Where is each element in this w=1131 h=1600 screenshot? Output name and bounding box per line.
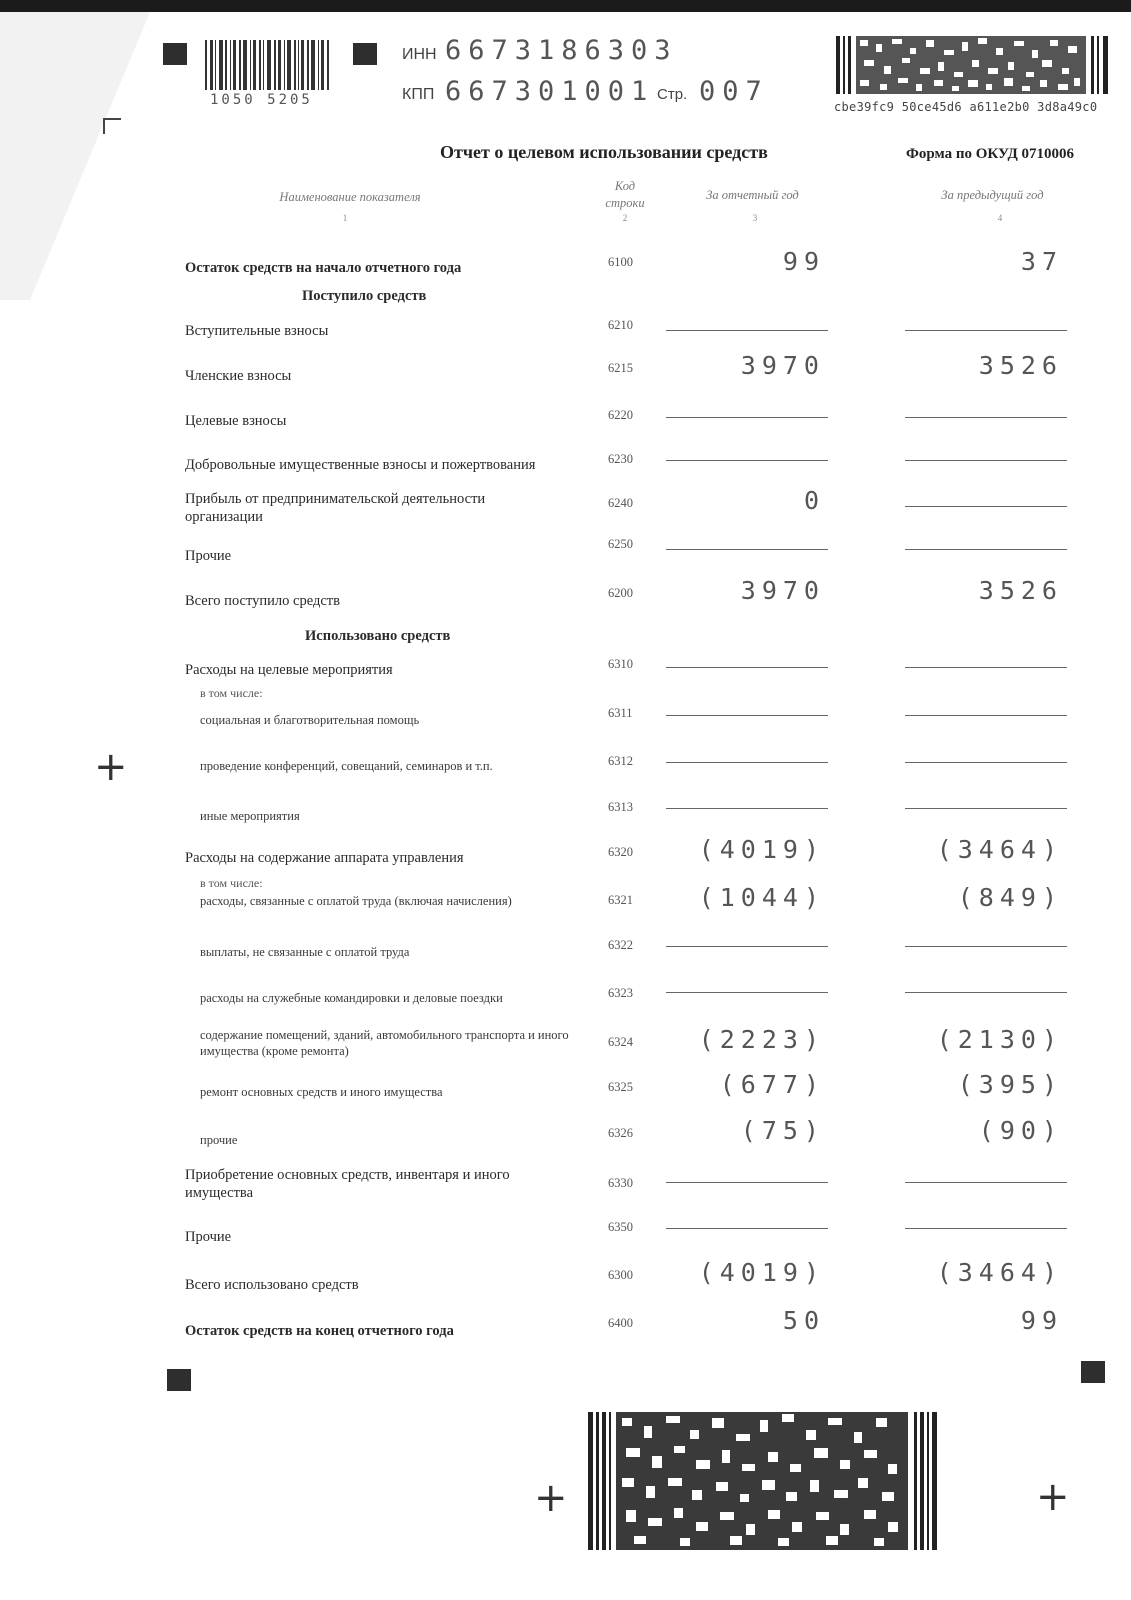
value-current: (1044): [698, 883, 825, 912]
row-label: Всего использовано средств: [185, 1277, 359, 1293]
corner-marker-top-left: [163, 43, 187, 65]
value-previous: (849): [957, 883, 1063, 912]
including-note: в том числе:: [200, 876, 263, 890]
row-label: Прибыль от предпринимательской деятельности организации: [185, 491, 486, 525]
corner-marker-bottom-right: [1081, 1361, 1105, 1383]
row-code: 6400: [608, 1316, 633, 1330]
row-code: 6310: [608, 657, 633, 671]
column-header-previous: За предыдущий год: [941, 188, 1044, 202]
empty-value-line: [666, 762, 828, 763]
row-code: 6215: [608, 361, 633, 375]
column-number-2: 2: [622, 213, 628, 223]
column-header-code: Код строки: [605, 179, 645, 210]
row-label: иные мероприятия: [200, 809, 300, 823]
empty-value-line: [905, 506, 1067, 507]
value-previous: 3526: [978, 351, 1063, 380]
empty-value-line: [905, 330, 1067, 331]
empty-value-line: [666, 808, 828, 809]
column-header-current: За отчетный год: [706, 188, 799, 202]
including-note: в том числе:: [200, 686, 263, 700]
row-code: 6322: [608, 938, 633, 952]
corner-tick-top-left: [103, 118, 121, 134]
row-label: Вступительные взносы: [185, 323, 329, 339]
value-previous: (395): [957, 1070, 1063, 1099]
page-number: 007: [699, 76, 769, 107]
row-label: Расходы на целевые мероприятия: [185, 662, 393, 678]
row-label: Добровольные имущественные взносы и пожертвования: [185, 457, 536, 473]
page-label: Стр.: [657, 86, 688, 103]
value-current: 50: [782, 1306, 825, 1335]
row-label: расходы, связанные с оплатой труда (включая начисления): [200, 894, 512, 908]
value-previous: 3526: [978, 576, 1063, 605]
row-code: 6220: [608, 408, 633, 422]
empty-value-line: [666, 330, 828, 331]
row-label: социальная и благотворительная помощь: [200, 713, 420, 727]
barcode-number: 1050 5205: [210, 92, 313, 108]
value-current: 3970: [740, 576, 825, 605]
linear-barcode: [205, 40, 330, 90]
value-previous: (3464): [936, 835, 1063, 864]
value-current: (677): [719, 1070, 825, 1099]
row-label: Прочие: [185, 548, 232, 564]
empty-value-line: [666, 460, 828, 461]
row-label: ремонт основных средств и иного имущества: [200, 1085, 443, 1099]
kpp-label: КПП: [402, 86, 435, 103]
empty-value-line: [905, 715, 1067, 716]
row-code: 6323: [608, 986, 633, 1000]
empty-value-line: [905, 808, 1067, 809]
row-label: выплаты, не связанные с оплатой труда: [200, 945, 410, 959]
registration-cross-bottom-left: +: [534, 1475, 568, 1521]
section-title-received: Поступило средств: [302, 288, 427, 304]
value-current: (4019): [698, 835, 825, 864]
inn-value: 6673186303: [445, 35, 678, 66]
empty-value-line: [905, 1182, 1067, 1183]
value-previous: (2130): [936, 1025, 1063, 1054]
row-label: расходы на служебные командировки и деловые поездки: [200, 991, 503, 1005]
row-label: Целевые взносы: [185, 413, 287, 429]
row-label: содержание помещений, зданий, автомобильного транспорта и иного имущества (кроме ремонта): [200, 1028, 569, 1058]
row-code: 6321: [608, 893, 633, 907]
value-previous: (90): [978, 1116, 1063, 1145]
row-code: 6325: [608, 1080, 633, 1094]
column-number-4: 4: [997, 213, 1003, 223]
empty-value-line: [905, 762, 1067, 763]
empty-value-line: [666, 667, 828, 668]
row-label: прочие: [200, 1133, 238, 1147]
value-current: 3970: [740, 351, 825, 380]
row-code: 6100: [608, 255, 633, 269]
row-code: 6330: [608, 1176, 633, 1190]
value-current: 0: [803, 486, 825, 515]
empty-value-line: [666, 992, 828, 993]
section-title-used: Использовано средств: [305, 628, 451, 644]
value-previous: (3464): [936, 1258, 1063, 1287]
empty-value-line: [905, 549, 1067, 550]
value-previous: 37: [1020, 247, 1063, 276]
row-code: 6200: [608, 586, 633, 600]
row-label: Прочие: [185, 1229, 232, 1245]
column-number-3: 3: [752, 213, 758, 223]
document-hash: cbe39fc9 50ce45d6 a611e2b0 3d8a49c0: [834, 100, 1098, 114]
value-current: (2223): [698, 1025, 825, 1054]
row-label: Приобретение основных средств, инвентаря и иного имущества: [185, 1167, 510, 1201]
kpp-value: 667301001: [445, 76, 655, 107]
empty-value-line: [905, 1228, 1067, 1229]
row-label: Остаток средств на начало отчетного года: [185, 260, 462, 276]
matrix-barcode-top: [836, 36, 1111, 94]
row-label: Расходы на содержание аппарата управления: [185, 850, 464, 866]
empty-value-line: [666, 1228, 828, 1229]
value-current: 99: [782, 247, 825, 276]
row-code: 6230: [608, 452, 633, 466]
column-header-indicator: Наименование показателя: [279, 190, 421, 204]
row-label: Всего поступило средств: [185, 593, 340, 609]
empty-value-line: [666, 417, 828, 418]
empty-value-line: [905, 460, 1067, 461]
empty-value-line: [666, 946, 828, 947]
value-current: (75): [740, 1116, 825, 1145]
form-okud-code: Форма по ОКУД 0710006: [906, 146, 1075, 162]
row-code: 6210: [608, 318, 633, 332]
row-code: 6324: [608, 1035, 633, 1049]
matrix-barcode-bottom: [588, 1412, 938, 1550]
registration-cross-left: +: [94, 744, 128, 790]
row-code: 6312: [608, 754, 633, 768]
row-label: Членские взносы: [185, 368, 292, 384]
row-code: 6250: [608, 537, 633, 551]
row-code: 6300: [608, 1268, 633, 1282]
corner-marker-top-mid: [353, 43, 377, 65]
empty-value-line: [666, 1182, 828, 1183]
row-code: 6240: [608, 496, 633, 510]
row-label: Остаток средств на конец отчетного года: [185, 1323, 454, 1339]
empty-value-line: [905, 946, 1067, 947]
empty-value-line: [905, 667, 1067, 668]
empty-value-line: [905, 417, 1067, 418]
column-number-1: 1: [342, 213, 348, 223]
value-previous: 99: [1020, 1306, 1063, 1335]
empty-value-line: [666, 715, 828, 716]
empty-value-line: [666, 549, 828, 550]
corner-marker-bottom-left: [167, 1369, 191, 1391]
row-code: 6311: [608, 706, 633, 720]
row-code: 6320: [608, 845, 633, 859]
report-title: Отчет о целевом использовании средств: [440, 142, 768, 162]
row-code: 6313: [608, 800, 633, 814]
value-current: (4019): [698, 1258, 825, 1287]
empty-value-line: [905, 992, 1067, 993]
row-code: 6326: [608, 1126, 633, 1140]
row-code: 6350: [608, 1220, 633, 1234]
inn-label: ИНН: [402, 46, 437, 63]
row-label: проведение конференций, совещаний, семинаров и т.п.: [200, 759, 493, 773]
registration-cross-bottom-right: +: [1036, 1474, 1070, 1520]
